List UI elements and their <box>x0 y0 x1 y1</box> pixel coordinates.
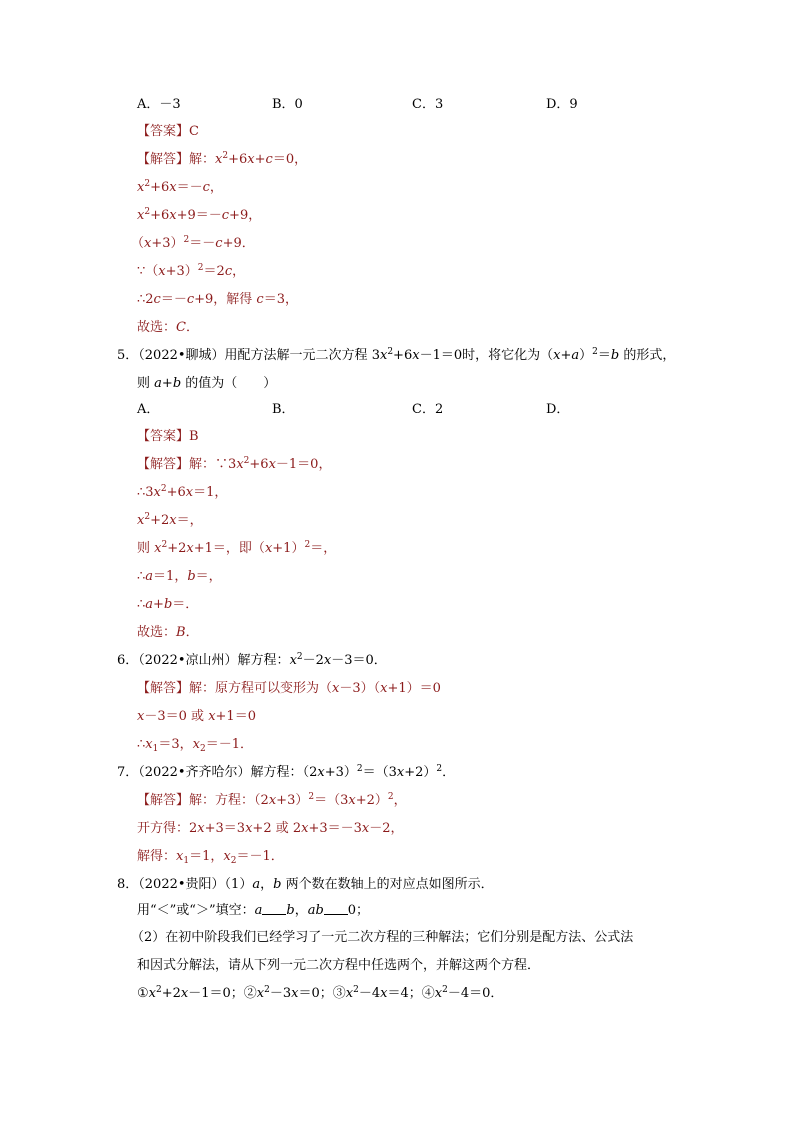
q4-option-a: A．－3 <box>137 97 181 112</box>
q7-solution-line-3: 解得：$x_1=1$，$x_2=-1$． <box>137 849 284 866</box>
q4-option-d: D．9 <box>546 97 578 112</box>
q8-part2-line-2: 和因式分解法，请从下列一元二次方程中任选两个，并解这两个方程． <box>137 958 541 973</box>
q8-blank-1[interactable] <box>262 902 286 915</box>
q8-part2-line-1: （2）在初中阶段我们已经学习了一元二次方程的三种解法；它们分别是配方法、公式法 <box>131 930 634 945</box>
q5-stem-line-2: 则 a+b 的值为（ ） <box>137 376 277 391</box>
q7-stem: 7．（2022•齐齐哈尔）解方程：$(2x+3)^2=(3x+2)^2$． <box>117 764 456 780</box>
q8-fill-line: 用“＜”或“＞”填空：a b，ab 0； <box>137 903 370 918</box>
q4-solution-line-6: ∴2c＝－c+9，解得 c＝3， <box>137 292 298 307</box>
q4-solution-line-2: $x^2+6x=-c$， <box>137 179 223 195</box>
q6-solution-line-2: x－3＝0 或 x+1＝0 <box>137 709 256 724</box>
q5-option-c: C．2 <box>412 402 444 417</box>
q5-solution-line-7: 故选：B． <box>137 625 199 640</box>
q5-solution-line-4: 则 $x^2+2x+1=$，即$(x+1)^2=$， <box>137 540 337 556</box>
q4-option-c: C．3 <box>412 97 444 112</box>
q6-solution-line-3: $\therefore x_1=3$，$x_2=-1$． <box>137 737 253 754</box>
q5-solution-line-3: $x^2+2x=$， <box>137 512 203 528</box>
q5-answer: 【答案】B <box>137 429 199 444</box>
q8-part1-line: 8．（2022•贵阳）（1）a，b 两个数在数轴上的对应点如图所示． <box>117 877 494 892</box>
q7-solution-line-2: 开方得：2x+3＝3x+2 或 2x+3＝－3x－2， <box>137 821 404 836</box>
q5-option-a: A． <box>137 402 160 417</box>
q6-solution-line-1: 【解答】解：原方程可以变形为（x－3）（x+1）＝0 <box>137 681 441 696</box>
q4-option-b: B．0 <box>272 97 303 112</box>
q8-blank-2[interactable] <box>324 902 348 915</box>
q5-solution-line-6: ∴a+b＝． <box>137 597 199 612</box>
q5-solution-line-5: ∴a＝1，b＝， <box>137 569 222 584</box>
q8-equation-list: $①x^2+2x-1=0$；$②x^2-3x=0$；$③x^2-4x=4$；$④x^2-4=0$． <box>137 985 504 1001</box>
q5-solution-line-1: 【解答】解：$\because 3x^2+6x-1=0$， <box>137 456 332 472</box>
q7-solution-line-1: 【解答】解：方程：$(2x+3)^2=(3x+2)^2$， <box>137 792 407 808</box>
q4-solution-line-7: 故选：C． <box>137 320 199 335</box>
q5-option-d: D． <box>546 402 570 417</box>
q4-solution-line-1: 【解答】解：$x^2+6x+c=0$， <box>137 151 308 167</box>
q5-stem-line-1: 5．（2022•聊城）用配方法解一元二次方程 $3x^2+6x-1=0$时，将它化为$(x+a)^2=b$ 的形式， <box>117 347 676 363</box>
q5-option-b: B． <box>272 402 295 417</box>
q4-solution-line-5: $\because(x+3)^2=2c$， <box>137 263 246 279</box>
q6-stem: 6．（2022•凉山州）解方程：$x^2-2x-3=0$． <box>117 652 387 668</box>
q4-solution-line-3: $x^2+6x+9=-c+9$， <box>137 207 262 223</box>
q4-answer: 【答案】C <box>137 124 199 139</box>
q4-solution-line-4: $(x+3)^2=-c+9$． <box>131 235 255 251</box>
q5-solution-line-2: $\therefore 3x^2+6x=1$， <box>137 484 228 500</box>
